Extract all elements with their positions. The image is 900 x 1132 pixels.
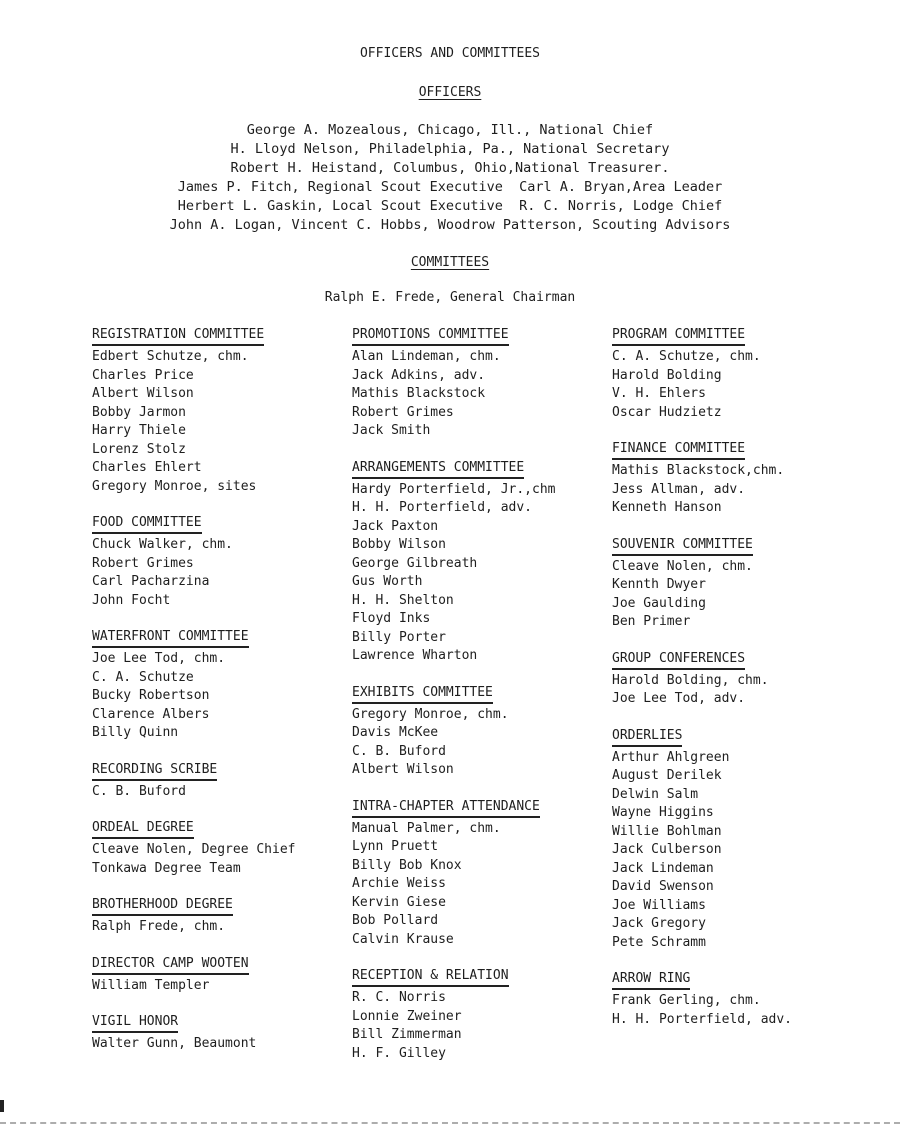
officer-line: George A. Mozealous, Chicago, Ill., National Chief: [246, 122, 654, 138]
committee-title: WATERFRONT COMMITTEE: [92, 628, 249, 648]
committee-member: George Gilbreath: [352, 555, 478, 571]
committee-member: Bobby Wilson: [352, 537, 446, 552]
committee-section: [92, 819, 357, 878]
committee-member: Gregory Monroe, chm.: [352, 706, 509, 722]
committee-member: Kennth Dwyer: [612, 577, 706, 592]
committee-member: Frank Gerling, chm.: [612, 993, 761, 1008]
committee-member: William Templer: [92, 977, 210, 993]
committee-section: [92, 514, 357, 610]
committee-member: Oscar Hudzietz: [612, 404, 722, 420]
committee-member: Pete Schramm: [612, 934, 706, 950]
officer-line: John A. Logan, Vincent C. Hobbs, Woodrow Patterson, Scouting Advisors: [169, 217, 731, 233]
committee-member: Charles Ehlert: [92, 460, 202, 475]
committee-member: Bobby Jarmon: [92, 404, 186, 420]
committee-member: Jack Paxton: [352, 518, 439, 534]
committee-member: Calvin Krause: [352, 931, 454, 947]
committee-title: PROMOTIONS COMMITTEE: [352, 326, 509, 346]
committee-section: [92, 955, 357, 996]
committee-member: Robert Grimes: [352, 404, 454, 420]
committee-member: Gregory Monroe, sites: [92, 478, 257, 494]
officer-line: H. Lloyd Nelson, Philadelphia, Pa., National Secretary: [230, 141, 670, 157]
committee-section: [352, 326, 617, 441]
committee-member: Lawrence Wharton: [352, 648, 478, 663]
committee-member: John Focht: [92, 592, 171, 608]
committee-title: FINANCE COMMITTEE: [612, 440, 745, 460]
committee-member: Willie Bohlman: [612, 823, 722, 839]
committee-title: ARROW RING: [612, 970, 690, 990]
committee-member: Jack Smith: [352, 423, 431, 438]
committee-member: David Swenson: [612, 879, 714, 894]
committee-member: Delwin Salm: [612, 786, 699, 802]
committee-member: Ben Primer: [612, 614, 691, 629]
officer-line: James P. Fitch, Regional Scout Executive Carl A. Bryan,Area Leader: [177, 179, 723, 195]
document-title: OFFICERS AND COMMITTEES: [359, 46, 540, 61]
committee-member: H. H. Porterfield, adv.: [352, 500, 533, 515]
committee-member: Arthur Ahlgreen: [612, 749, 730, 765]
committee-section: [92, 326, 357, 496]
committee-column-right: [612, 326, 877, 1047]
committee-member: Bill Zimmerman: [352, 1027, 462, 1042]
committee-member: Harold Bolding, chm.: [612, 672, 769, 688]
committee-member: Chuck Walker, chm.: [92, 537, 233, 552]
committee-member: Kenneth Hanson: [612, 500, 722, 515]
committee-title: REGISTRATION COMMITTEE: [92, 326, 264, 346]
committee-section: [612, 650, 877, 709]
committee-section: [92, 896, 357, 937]
committee-member: Lonnie Zweiner: [352, 1008, 462, 1024]
committee-section: [612, 326, 877, 422]
committee-title: SOUVENIR COMMITTEE: [612, 536, 753, 556]
committee-member: Manual Palmer, chm.: [352, 820, 501, 836]
committee-section: [92, 761, 357, 802]
scan-mark: [0, 1100, 4, 1112]
committee-member: C. A. Schutze, chm.: [612, 349, 761, 364]
committee-member: R. C. Norris: [352, 990, 446, 1005]
officer-line: Herbert L. Gaskin, Local Scout Executive R. C. Norris, Lodge Chief: [177, 198, 723, 214]
committee-member: Jack Lindeman: [612, 860, 714, 876]
committee-member: H. F. Gilley: [352, 1045, 446, 1061]
committee-member: Cleave Nolen, Degree Chief: [92, 842, 296, 857]
committee-member: Joe Lee Tod, chm.: [92, 651, 226, 666]
committee-section: [352, 684, 617, 780]
committee-section: [92, 1013, 357, 1054]
committee-member: Lorenz Stolz: [92, 441, 186, 457]
committee-title: INTRA-CHAPTER ATTENDANCE: [352, 798, 540, 818]
committee-member: Billy Porter: [352, 629, 446, 645]
committee-section: [612, 970, 877, 1029]
committee-member: Charles Price: [92, 367, 194, 383]
committee-member: H. H. Porterfield, adv.: [612, 1011, 793, 1027]
committee-title: VIGIL HONOR: [92, 1013, 178, 1033]
committee-member: Walter Gunn, Beaumont: [92, 1036, 257, 1051]
committee-section: [352, 798, 617, 950]
committee-column-middle: [352, 326, 617, 1081]
committee-member: Archie Weiss: [352, 876, 446, 891]
committee-member: Harry Thiele: [92, 423, 186, 438]
committee-member: Joe Gaulding: [612, 595, 706, 611]
committee-member: Robert Grimes: [92, 555, 194, 571]
committee-title: FOOD COMMITTEE: [92, 514, 202, 534]
committee-title: RECEPTION & RELATION: [352, 967, 509, 987]
officers-heading: OFFICERS: [418, 85, 482, 100]
committee-member: Floyd Inks: [352, 611, 431, 626]
committee-title: ARRANGEMENTS COMMITTEE: [352, 459, 524, 479]
committee-member: Joe Lee Tod, adv.: [612, 691, 746, 706]
committee-title: EXHIBITS COMMITTEE: [352, 684, 493, 704]
committee-member: Clarence Albers: [92, 706, 210, 722]
committee-member: Jack Adkins, adv.: [352, 367, 486, 383]
committee-section: [612, 727, 877, 953]
committee-title: PROGRAM COMMITTEE: [612, 326, 745, 346]
committee-section: [352, 967, 617, 1063]
committee-member: Billy Quinn: [92, 725, 179, 740]
committee-member: Gus Worth: [352, 574, 423, 589]
committee-member: Mathis Blackstock,chm.: [612, 463, 785, 478]
committee-member: Mathis Blackstock: [352, 386, 486, 401]
scan-edge-line: [0, 1122, 900, 1124]
committee-section: [612, 536, 877, 632]
committee-title: BROTHERHOOD DEGREE: [92, 896, 233, 916]
committee-member: Alan Lindeman, chm.: [352, 349, 501, 364]
committee-member: Wayne Higgins: [612, 805, 714, 820]
general-chairman: Ralph E. Frede, General Chairman: [324, 290, 576, 305]
committee-member: Hardy Porterfield, Jr.,chm: [352, 481, 556, 497]
committee-title: ORDEAL DEGREE: [92, 819, 194, 839]
committee-column-left: [92, 326, 357, 1072]
committee-member: Cleave Nolen, chm.: [612, 558, 753, 574]
committee-member: Davis McKee: [352, 725, 439, 740]
committee-section: [612, 440, 877, 518]
committee-title: RECORDING SCRIBE: [92, 761, 217, 781]
committee-member: C. A. Schutze: [92, 669, 194, 685]
committee-member: Edbert Schutze, chm.: [92, 349, 249, 364]
committee-member: Kervin Giese: [352, 894, 446, 910]
committee-member: Billy Bob Knox: [352, 857, 462, 873]
committee-member: C. B. Buford: [352, 743, 446, 759]
committee-member: Joe Williams: [612, 897, 706, 913]
committee-member: Ralph Frede, chm.: [92, 919, 226, 934]
committee-member: Bob Pollard: [352, 913, 439, 928]
committee-member: Jack Gregory: [612, 916, 706, 931]
officer-line: Robert H. Heistand, Columbus, Ohio,National Treasurer.: [230, 160, 670, 176]
committee-title: ORDERLIES: [612, 727, 682, 747]
committee-member: Tonkawa Degree Team: [92, 860, 241, 876]
committee-member: Albert Wilson: [92, 386, 194, 401]
committee-section: [92, 628, 357, 743]
committees-heading: COMMITTEES: [410, 255, 490, 270]
committee-member: Albert Wilson: [352, 762, 454, 777]
committee-member: Jess Allman, adv.: [612, 481, 746, 497]
committee-member: V. H. Ehlers: [612, 386, 706, 401]
committee-member: Bucky Robertson: [92, 688, 210, 703]
committee-member: Harold Bolding: [612, 367, 722, 383]
committee-section: [352, 459, 617, 666]
committee-member: H. H. Shelton: [352, 592, 454, 608]
committee-member: Lynn Pruett: [352, 839, 439, 854]
committee-title: DIRECTOR CAMP WOOTEN: [92, 955, 249, 975]
committee-member: Carl Pacharzina: [92, 574, 210, 589]
committee-member: August Derilek: [612, 768, 722, 783]
committee-member: Jack Culberson: [612, 842, 722, 857]
committee-title: GROUP CONFERENCES: [612, 650, 745, 670]
committee-member: C. B. Buford: [92, 783, 186, 799]
